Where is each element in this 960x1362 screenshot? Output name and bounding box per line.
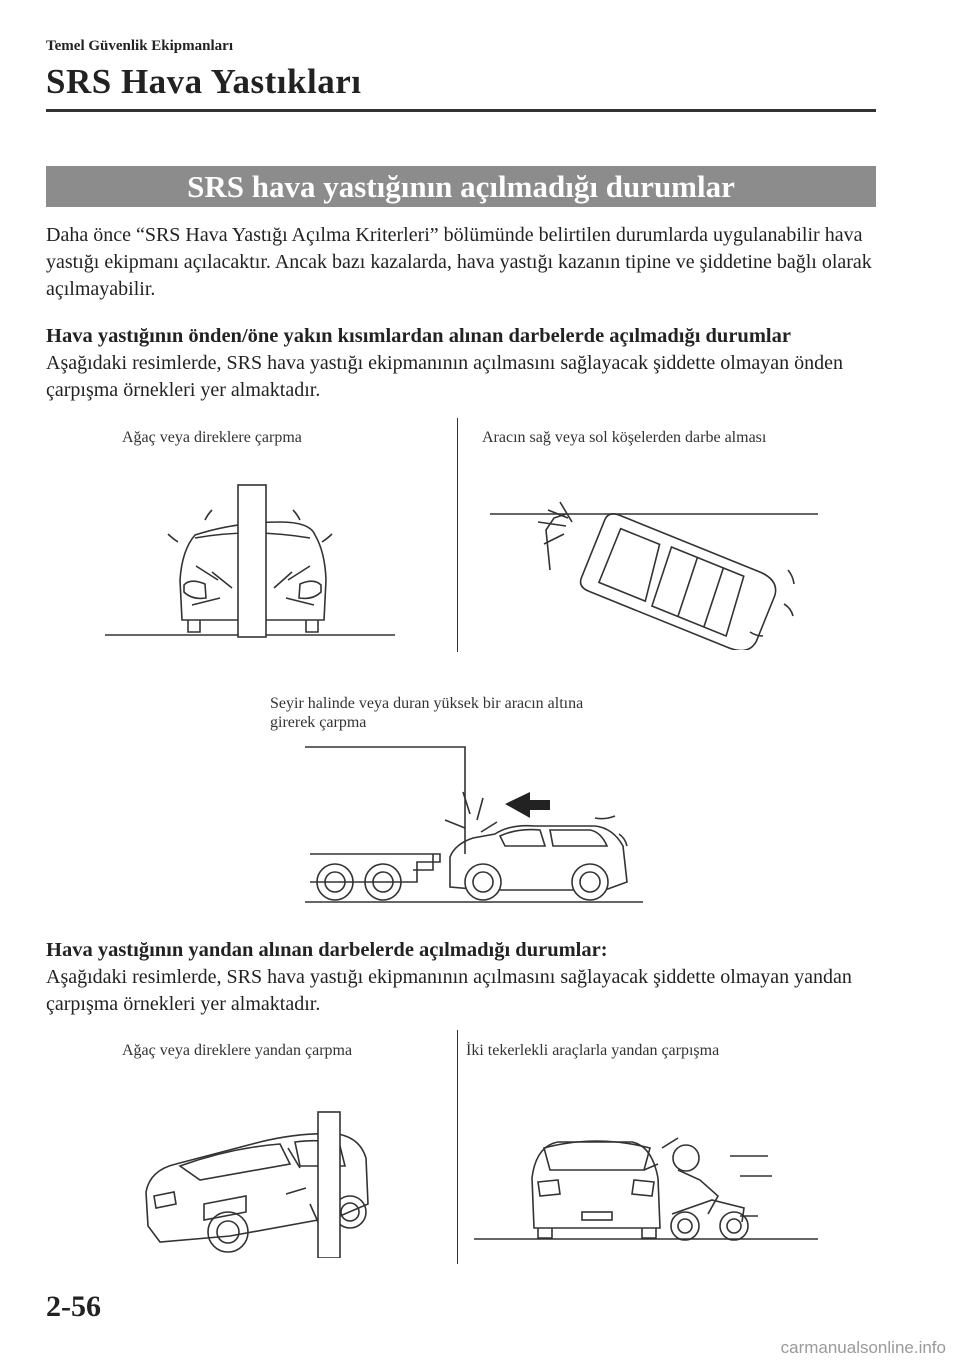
caption-pole: Ağaç veya direklere çarpma bbox=[122, 429, 302, 446]
frontal-heading: Hava yastığının önden/öne yakın kısımlardan alınan darbelerde açılmadığı durumlar bbox=[46, 325, 791, 347]
illustration-pole-frontal bbox=[100, 480, 400, 645]
caption-underride-1: Seyir halinde veya duran yüksek bir aracın altına bbox=[270, 695, 584, 712]
side-body: Aşağıdaki resimlerde, SRS hava yastığı ekipmanının açılmasını sağlayacak şiddette olmayan yandan çarpışma örnekleri yer almaktadır. bbox=[46, 966, 852, 1015]
figure-divider-2 bbox=[457, 1030, 458, 1264]
page-number: 2-56 bbox=[46, 1290, 101, 1323]
figure-divider bbox=[457, 418, 458, 652]
caption-underride-2: girerek çarpma bbox=[270, 714, 367, 731]
side-heading: Hava yastığının yandan alınan darbelerde açılmadığı durumlar: bbox=[46, 939, 608, 961]
chapter-rule bbox=[46, 109, 876, 112]
caption-corner: Aracın sağ veya sol köşelerden darbe alması bbox=[482, 429, 767, 446]
intro-paragraph: Daha önce “SRS Hava Yastığı Açılma Kriterleri” bölümünde belirtilen durumlarda uygulanabilir hava yastığı ekipmanı açılacaktır. Ancak bazı kazalarda, hava yastığı kazanın tipine ve şiddetine bağlı olarak açılmayabilir. bbox=[46, 224, 872, 300]
caption-pole-side: Ağaç veya direklere yandan çarpma bbox=[122, 1042, 353, 1059]
watermark: carmanualsonline.info bbox=[780, 1338, 946, 1357]
breadcrumb: Temel Güvenlik Ekipmanları bbox=[46, 38, 233, 54]
caption-motorcycle: İki tekerlekli araçlarla yandan çarpışma bbox=[466, 1042, 720, 1059]
frontal-body: Aşağıdaki resimlerde, SRS hava yastığı ekipmanının açılmasını sağlayacak şiddette olmayan önden çarpışma örnekleri yer almaktadır. bbox=[46, 352, 844, 401]
section-banner: SRS hava yastığının açılmadığı durumlar bbox=[46, 166, 876, 207]
illustration-underride bbox=[305, 742, 645, 907]
illustration-corner-impact bbox=[488, 500, 823, 650]
illustration-motorcycle bbox=[472, 1118, 822, 1248]
illustration-pole-side bbox=[140, 1108, 375, 1258]
chapter-title: SRS Hava Yastıkları bbox=[46, 62, 362, 101]
